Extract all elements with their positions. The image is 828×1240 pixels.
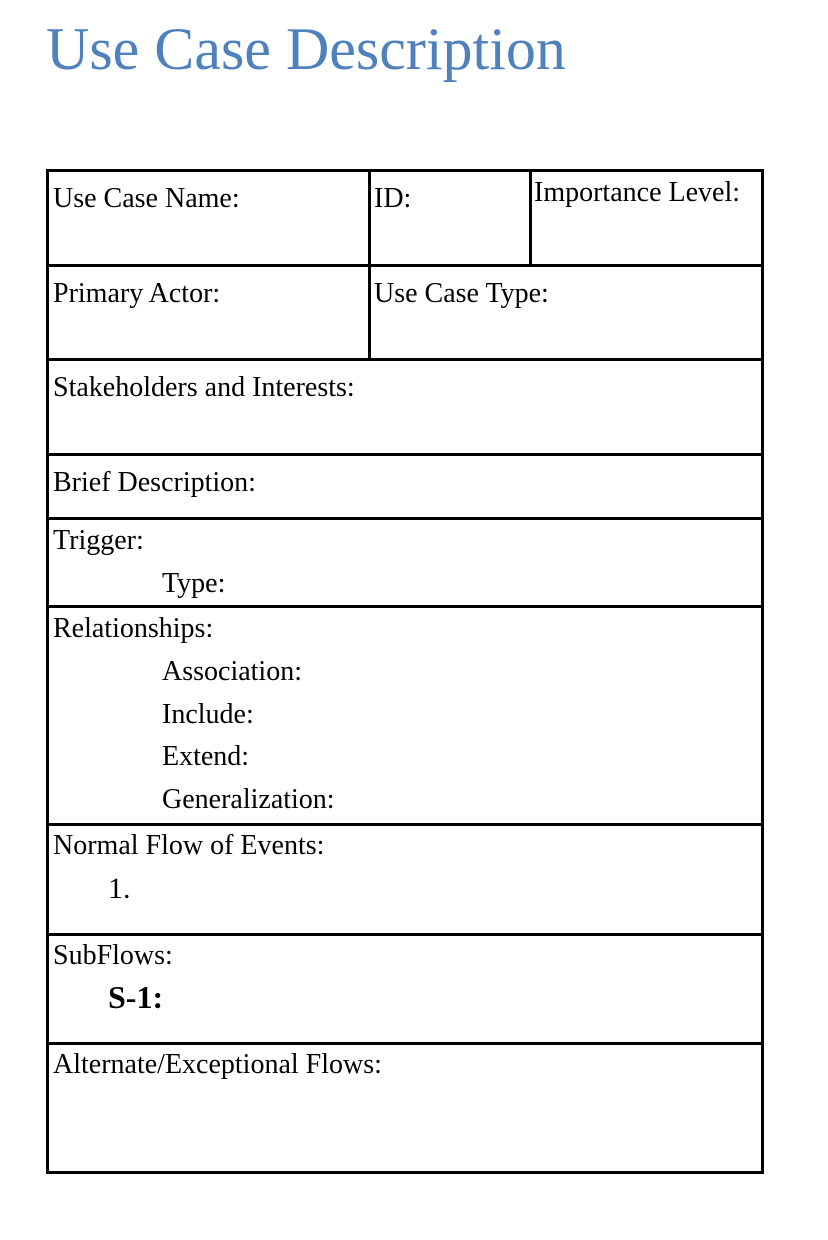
use-case-type-label: Use Case Type: (374, 278, 549, 309)
column-divider (368, 172, 371, 361)
relationships-label: Relationships: (53, 613, 214, 644)
trigger-label: Trigger: (53, 525, 144, 556)
page-title: Use Case Description (46, 16, 566, 82)
row-divider (49, 605, 761, 608)
association-label: Association: (162, 656, 302, 687)
subflow-item: S-1: (108, 979, 164, 1015)
row-divider (49, 823, 761, 826)
id-label: ID: (374, 183, 412, 214)
row-divider (49, 1042, 761, 1045)
use-case-form (46, 169, 764, 1174)
column-divider (529, 172, 532, 264)
primary-actor-label: Primary Actor: (53, 278, 221, 309)
alternate-flows-label: Alternate/Exceptional Flows: (53, 1049, 382, 1080)
normal-flow-item: 1. (108, 872, 131, 905)
use-case-name-label: Use Case Name: (53, 183, 240, 214)
trigger-type-label: Type: (162, 568, 226, 599)
subflows-label: SubFlows: (53, 940, 173, 971)
row-divider (49, 517, 761, 520)
extend-label: Extend: (162, 741, 250, 772)
brief-description-label: Brief Description: (53, 467, 256, 498)
include-label: Include: (162, 699, 254, 730)
row-divider (49, 933, 761, 936)
importance-level-label: Importance Level: (534, 177, 741, 208)
row-divider (49, 358, 761, 361)
stakeholders-label: Stakeholders and Interests: (53, 372, 355, 403)
normal-flow-label: Normal Flow of Events: (53, 830, 325, 861)
generalization-label: Generalization: (162, 784, 335, 815)
row-divider (49, 264, 761, 267)
row-divider (49, 453, 761, 456)
